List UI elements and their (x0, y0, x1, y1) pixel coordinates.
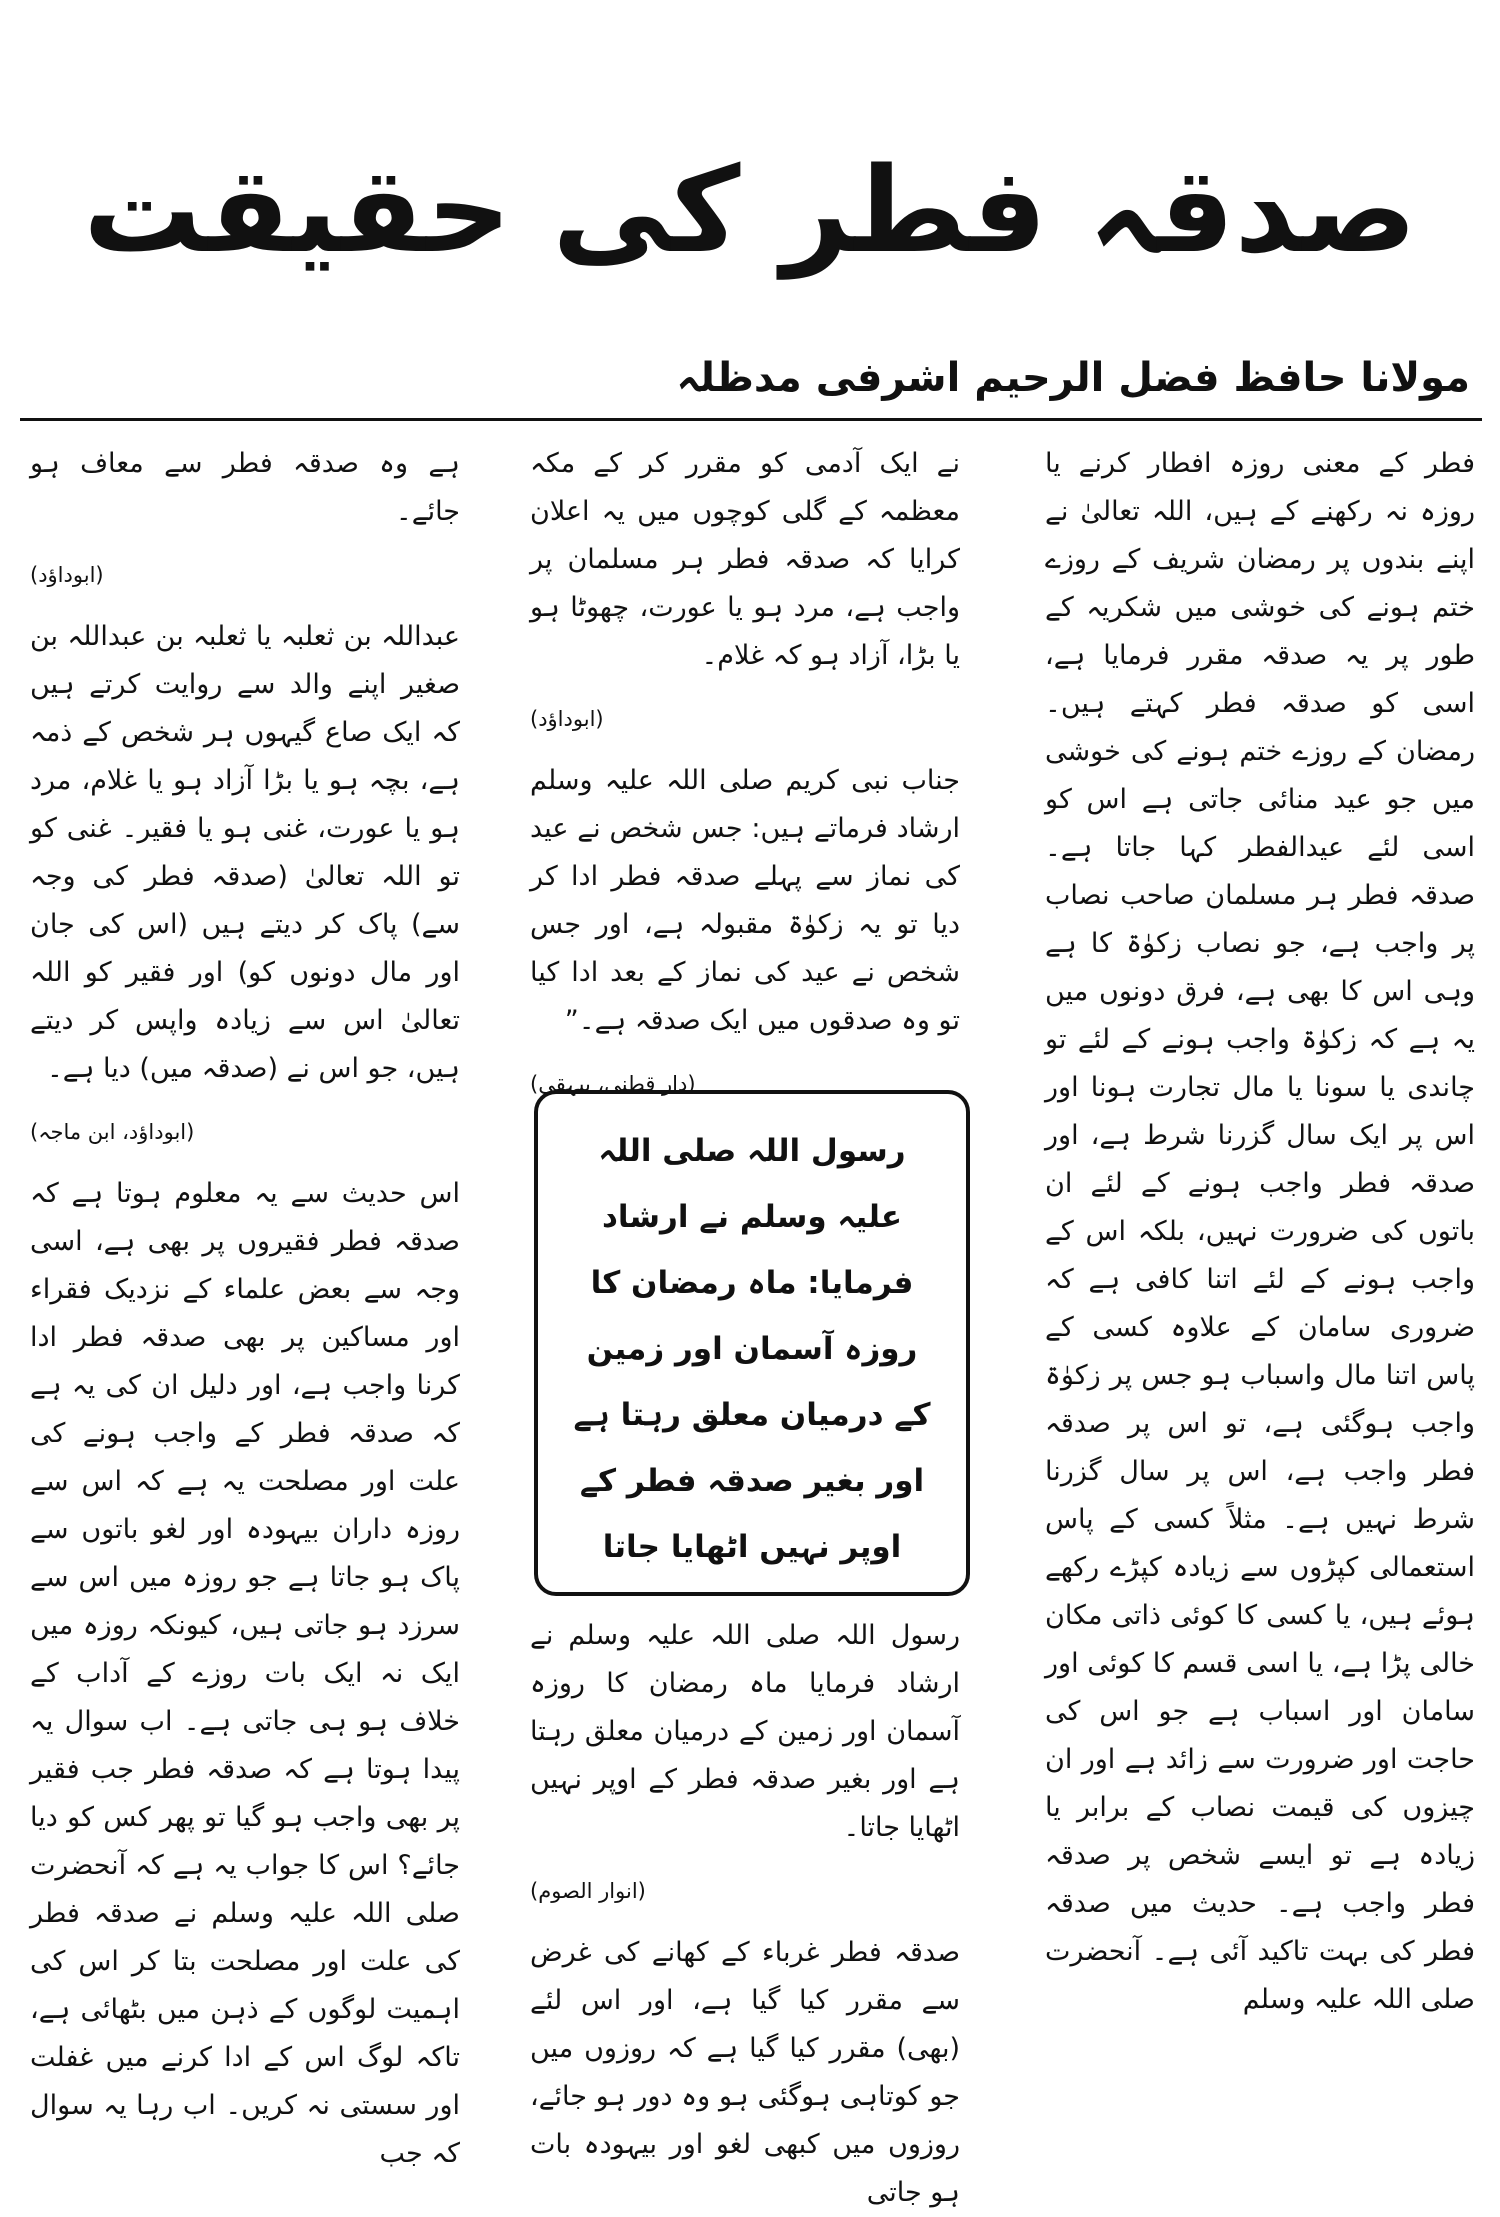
pull-quote-text: رسول اللہ صلی اللہ علیہ وسلم نے ارشاد فرمایا: ماہ رمضان کا روزہ آسمان اور زمین کے درمیان معلق رہتا ہے اور بغیر صدقہ فطر کے اوپر نہیں اٹھایا جاتا (573, 1133, 931, 1565)
article-column-middle-bottom (530, 1612, 960, 2208)
paragraph: فطر کے معنی روزہ افطار کرنے یا روزہ نہ رکھنے کے ہیں، اللہ تعالیٰ نے اپنے بندوں پر رمضان شریف کے روزے ختم ہونے کی خوشی میں شکریہ کے طور پر یہ صدقہ مقرر فرمایا ہے، اسی کو صدقہ فطر کہتے ہیں۔ رمضان کے روزے ختم ہونے کی خوشی میں جو عید منائی جاتی ہے اس کو اسی لئے عیدالفطر کہا جاتا ہے۔ صدقہ فطر ہر مسلمان صاحب نصاب پر واجب ہے، جو نصاب زکوٰۃ کا ہے وہی اس کا بھی ہے، فرق دونوں میں یہ ہے کہ زکوٰۃ واجب ہونے کے لئے تو چاندی یا سونا یا مال تجارت ہونا اور اس پر ایک سال گزرنا شرط ہے، اور صدقہ فطر واجب ہونے کے لئے ان باتوں کی ضرورت نہیں، بلکہ اس کے واجب ہونے کے لئے اتنا کافی ہے کہ ضروری سامان کے علاوہ کسی کے پاس اتنا مال واسباب ہو جس پر زکوٰۃ واجب ہوگئی ہے، تو اس پر صدقہ فطر واجب ہے، اس پر سال گزرنا شرط نہیں ہے۔ مثلاً کسی کے پاس استعمالی کپڑوں سے زیادہ کپڑے رکھے ہوئے ہیں، یا کسی کا کوئی ذاتی مکان خالی پڑا ہے، یا اسی قسم کا کوئی اور سامان اور اسباب ہے جو اس کی حاجت اور ضرورت سے زائد ہے اور ان چیزوں کی قیمت نصاب کے برابر یا زیادہ ہے تو ایسے شخص پر صدقہ فطر واجب ہے۔ حدیث میں صدقہ فطر کی بہت تاکید آئی ہے۔ آنحضرت صلی اللہ علیہ وسلم (1045, 448, 1475, 2015)
citation: (انوار الصوم) (530, 1879, 646, 1903)
citation: (ابوداؤد، ابن ماجہ) (30, 1120, 195, 1144)
page-title: صدقہ فطر کی حقیقت (83, 141, 1417, 279)
paragraph: نے ایک آدمی کو مقرر کر کے مکہ معظمہ کے گلی کوچوں میں یہ اعلان کرایا کہ صدقہ فطر ہر مسلمان پر واجب ہے، مرد ہو یا عورت، چھوٹا ہو یا بڑا، آزاد ہو کہ غلام۔ (530, 448, 960, 671)
article-column-left (30, 440, 460, 2180)
article-column-middle-top (530, 440, 960, 1096)
pull-quote-box (534, 1090, 970, 1596)
paragraph: جناب نبی کریم صلی اللہ علیہ وسلم ارشاد فرماتے ہیں: جس شخص نے عید کی نماز سے پہلے صدقہ فطر ادا کر دیا تو یہ زکوٰۃ مقبولہ ہے، اور جس شخص نے عید کی نماز کے بعد ادا کیا تو وہ صدقوں میں ایک صدقہ ہے۔” (530, 765, 960, 1036)
author-byline: مولانا حافظ فضل الرحیم اشرفی مدظلہ (676, 355, 1470, 401)
paragraph: عبداللہ بن ثعلبہ یا ثعلبہ بن عبداللہ بن صغیر اپنے والد سے روایت کرتے ہیں کہ ایک صاع گیہوں ہر شخص کے ذمہ ہے، بچہ ہو یا بڑا آزاد ہو یا غلام، مرد ہو یا عورت، غنی ہو یا فقیر۔ غنی کو تو اللہ تعالیٰ (صدقہ فطر کی وجہ سے) پاک کر دیتے ہیں (اس کی جان اور مال دونوں کو) اور فقیر کو اللہ تعالیٰ اس سے زیادہ واپس کر دیتے ہیں، جو اس نے (صدقہ میں) دیا ہے۔ (30, 621, 460, 1084)
citation: (ابوداؤد) (30, 563, 104, 587)
paragraph: صدقہ فطر غرباء کے کھانے کی غرض سے مقرر کیا گیا ہے، اور اس لئے (بھی) مقرر کیا گیا ہے کہ روزوں میں جو کوتاہی ہوگئی ہو وہ دور ہو جائے، روزوں میں کبھی لغو اور بیہودہ بات ہو جاتی (530, 1937, 960, 2208)
citation: (ابوداؤد) (530, 707, 604, 731)
article-column-right (1045, 440, 1475, 2180)
paragraph: ہے وہ صدقہ فطر سے معاف ہو جائے۔ (30, 448, 460, 527)
paragraph: رسول اللہ صلی اللہ علیہ وسلم نے ارشاد فرمایا ماہ رمضان کا روزہ آسمان اور زمین کے درمیان معلق رہتا ہے اور بغیر صدقہ فطر کے اوپر نہیں اٹھایا جاتا۔ (530, 1620, 960, 1843)
header-divider (20, 418, 1482, 421)
citation: (دار قطنی، بیہقی) (530, 1072, 696, 1096)
paragraph: اس حدیث سے یہ معلوم ہوتا ہے کہ صدقہ فطر فقیروں پر بھی ہے، اسی وجہ سے بعض علماء کے نزدیک فقراء اور مساکین پر بھی صدقہ فطر ادا کرنا واجب ہے، اور دلیل ان کی یہ ہے کہ صدقہ فطر کے واجب ہونے کی علت اور مصلحت یہ ہے کہ اس سے روزہ داران بیہودہ اور لغو باتوں سے پاک ہو جاتا ہے جو روزہ میں اس سے سرزد ہو جاتی ہیں، کیونکہ روزہ میں ایک نہ ایک بات روزے کے آداب کے خلاف ہو ہی جاتی ہے۔ اب سوال یہ پیدا ہوتا ہے کہ صدقہ فطر جب فقیر پر بھی واجب ہو گیا تو پھر کس کو دیا جائے؟ اس کا جواب یہ ہے کہ آنحضرت صلی اللہ علیہ وسلم نے صدقہ فطر کی علت اور مصلحت بتا کر اس کی اہمیت لوگوں کے ذہن میں بٹھائی ہے، تاکہ لوگ اس کے ادا کرنے میں غفلت اور سستی نہ کریں۔ اب رہا یہ سوال کہ جب (30, 1178, 460, 2169)
